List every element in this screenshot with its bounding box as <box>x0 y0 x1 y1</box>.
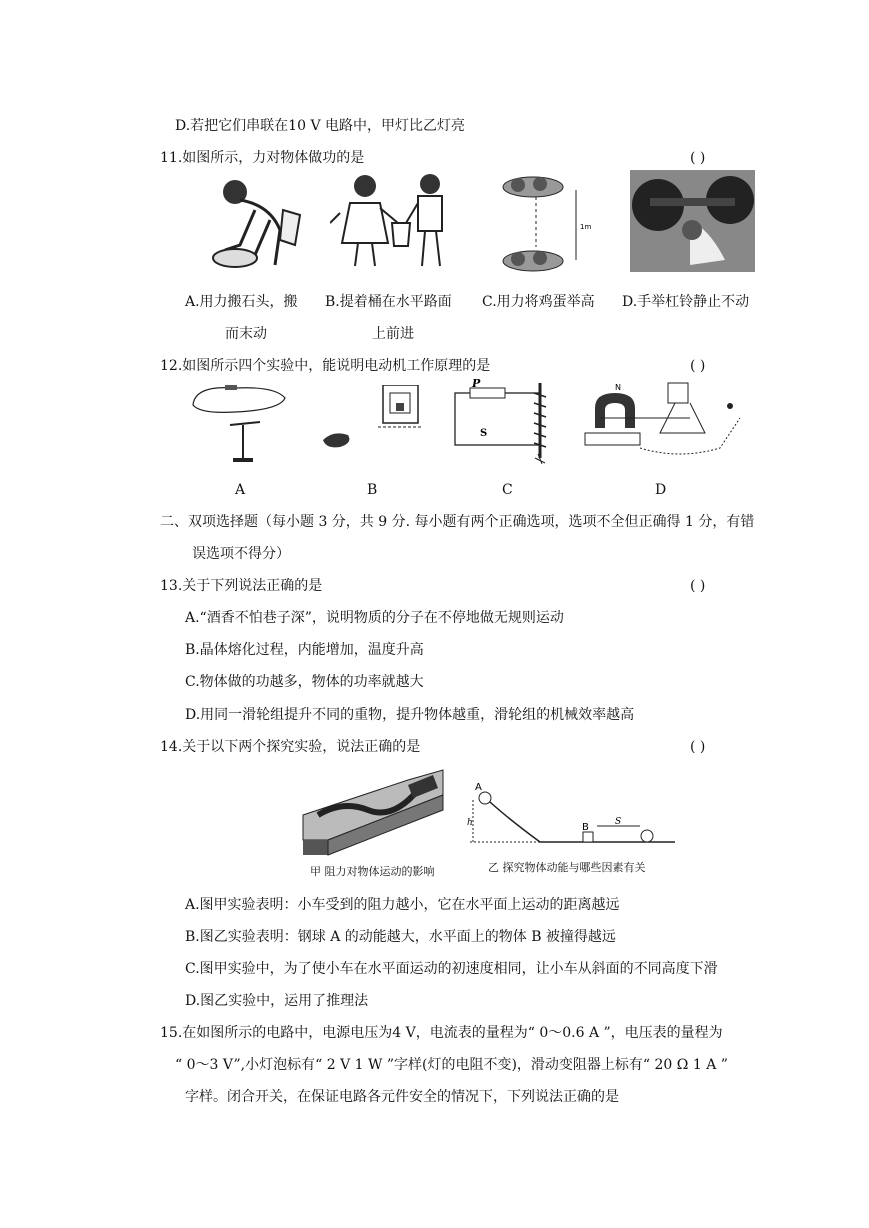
q12-label-p: P <box>472 378 481 390</box>
q12-label-s: S <box>480 428 488 439</box>
q12-label-n: N <box>615 383 621 392</box>
q15-stem-line2: “ 0～3 V”,小灯泡标有“ 2 V 1 W ”字样(灯的电阻不变)，滑动变阻器上标有“ 20 Ω 1 A ” <box>175 1057 728 1073</box>
q14-label-h: h <box>467 818 473 828</box>
q13-answer-paren: ( ) <box>690 578 706 594</box>
q11-option-b: B.提着桶在水平路面 <box>325 294 452 310</box>
q11-option-d: D.手举杠铃静止不动 <box>622 294 750 310</box>
q10-option-d: D.若把它们串联在10 V 电路中，甲灯比乙灯亮 <box>175 118 465 134</box>
q15-stem-line3: 字样。闭合开关，在保证电路各元件安全的情况下，下列说法正确的是 <box>185 1089 619 1105</box>
q12-label-a: A <box>235 482 246 498</box>
q13-option-a: A.“酒香不怕巷子深”，说明物质的分子在不停地做无规则运动 <box>185 610 564 626</box>
svg-text:1m: 1m <box>580 223 592 231</box>
q14-stem: 14.关于以下两个探究实验，说法正确的是 <box>160 739 421 755</box>
q11-option-a: A.用力搬石头，搬 <box>185 294 298 310</box>
q14-answer-paren: ( ) <box>690 739 706 755</box>
q14-label-b: B <box>582 822 589 833</box>
q12-figure-b-galvanometer <box>318 385 428 455</box>
q13-option-d: D.用同一滑轮组提升不同的重物，提升物体越重，滑轮组的机械效率越高 <box>185 707 635 723</box>
q11-option-c: C.用力将鸡蛋举高 <box>482 294 595 310</box>
q12-answer-paren: ( ) <box>690 358 706 374</box>
section2-title: 二、双项选择题（每小题 3 分，共 9 分. 每小题有两个正确选项，选项不全但正确得 1 分，有错 <box>160 514 755 530</box>
q14-option-a: A.图甲实验表明：小车受到的阻力越小，它在水平面上运动的距离越远 <box>185 897 620 913</box>
q12-label-d: D <box>655 482 667 498</box>
q11-figure-b-carrying-bucket <box>330 168 460 268</box>
q11-figure-d-holding-barbell <box>630 170 755 272</box>
q11-stem: 11.如图所示，力对物体做功的是 <box>160 150 365 166</box>
q12-figure-a-oersted-experiment <box>185 380 295 465</box>
q11-figure-a-lifting-stone <box>195 170 305 270</box>
q14-option-c: C.图甲实验中，为了使小车在水平面运动的初速度相同，让小车从斜面的不同高度下滑 <box>185 961 718 977</box>
q11-answer-paren: ( ) <box>690 150 706 166</box>
q15-stem-line1: 15.在如图所示的电路中，电源电压为4 V，电流表的量程为“ 0～0.6 A ”，电压表的量程为 <box>160 1025 723 1041</box>
q13-stem: 13.关于下列说法正确的是 <box>160 578 323 594</box>
q11-figure-c-lifting-eggs <box>488 175 598 273</box>
q14-figure-yi-ball-slope <box>465 780 685 855</box>
q14-option-d: D.图乙实验中，运用了推理法 <box>185 993 369 1009</box>
q12-stem: 12.如图所示四个实验中，能说明电动机工作原理的是 <box>160 358 491 374</box>
q14-label-a: A <box>475 782 482 793</box>
q14-label-s: S <box>615 817 622 827</box>
q12-label-c: C <box>502 482 513 498</box>
q14-figure-jia-ramp-cart <box>298 760 448 860</box>
q11-option-a-cont: 而末动 <box>225 326 267 342</box>
section2-title-cont: 误选项不得分） <box>192 546 290 562</box>
q14-option-b: B.图乙实验表明：钢球 A 的动能越大，水平面上的物体 B 被撞得越远 <box>185 929 616 945</box>
q13-option-b: B.晶体熔化过程，内能增加，温度升高 <box>185 642 424 658</box>
q14-caption-jia: 甲 阻力对物体运动的影响 <box>310 865 435 878</box>
q13-option-c: C.物体做的功越多，物体的功率就越大 <box>185 674 424 690</box>
q12-figure-d-motor-experiment <box>580 378 750 466</box>
q12-figure-c-electromagnet-circuit <box>450 378 560 466</box>
q12-label-b: B <box>367 482 378 498</box>
q11-option-b-cont: 上前进 <box>372 326 414 342</box>
q14-caption-yi: 乙 探究物体动能与哪些因素有关 <box>488 861 646 874</box>
